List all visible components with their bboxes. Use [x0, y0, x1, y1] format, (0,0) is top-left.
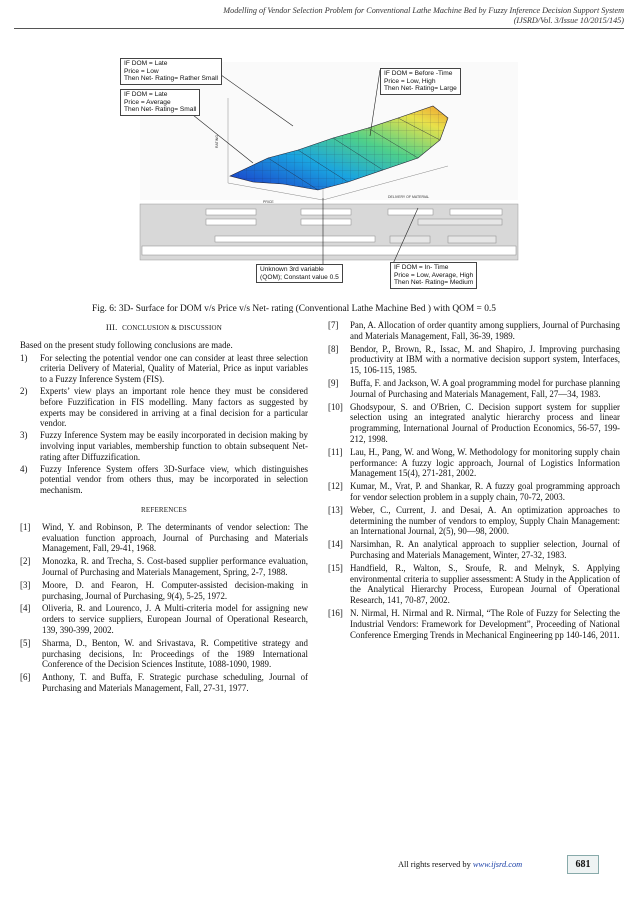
reference-entry-number: [4] [20, 603, 31, 614]
header-title: Modelling of Vendor Selection Problem for Conventional Lathe Machine Bed by Fuzzy Inference Decision Support System [223, 6, 624, 15]
conclusion-item [20, 386, 308, 429]
callout-line: Then Net- Rating= Rather Small [124, 75, 219, 83]
section-title: CONCLUSION & DISCUSSION [122, 324, 223, 332]
reference-entry [328, 505, 620, 537]
footer-text: All rights reserved by [398, 860, 473, 869]
conclusion-item-number: 1) [20, 352, 28, 363]
reference-entry [20, 672, 308, 694]
reference-entry-text: Wind, Y. and Robinson, P. The determinants of vendor selection: The evaluation function approach, Journal of Purchasing and Materials Management, Fall, 29-41, 1968. [42, 521, 308, 554]
callout-line: IF DOM = Late [124, 91, 168, 98]
footer-copyright [398, 860, 522, 869]
conclusion-item-text: Fuzzy Inference System offers 3D-Surface view, which distinguishes potential vendor from others thus, may be incorporated in selection mechanism. [40, 463, 308, 496]
reference-entry-text: Buffa, F. and Jackson, W. A goal programming model for purchase planning Journal of Purchasing and Materials Management, Fall, 27—34, 1983. [350, 377, 621, 399]
conclusion-list [20, 353, 308, 496]
header-volume: (IJSRD/Vol. 3/Issue 10/2015/145) [513, 16, 624, 25]
right-column [328, 320, 620, 642]
reference-entry-number: [7] [328, 320, 339, 330]
reference-entry-text: Handfield, R., Walton, S., Sroufe, R. and Melnyk, S. Applying environmental criteria to supplier assessment: A Study in the Application of the Analytical Hierarchy Process, European Journal of Operational Research, 141, 70-87, 2002. [350, 562, 620, 606]
section-number: III. [105, 322, 118, 332]
callout-line: IF DOM = Late [124, 60, 168, 67]
callout-line: Price = Low, High [384, 77, 436, 85]
callout-unknown-variable [256, 264, 343, 283]
callout-line: Unknown 3rd variable [260, 266, 324, 273]
callout-line: Price = Low, Average, High [394, 271, 474, 279]
reference-entry [328, 344, 620, 376]
reference-entry-text: Ghodsypour, S. and O'Brien, C. Decision support system for supplier selection using an integrated analytic hierarchy process and linear programming, International Journal of Production Economics, 56-57, 199-212, 1998. [350, 401, 620, 444]
callout-late-low [120, 58, 222, 85]
conclusion-item-number: 2) [20, 385, 28, 396]
reference-entry [328, 320, 620, 342]
reference-entry [328, 378, 620, 400]
callout-line: Then Net- Rating= Medium [394, 279, 474, 287]
callout-line: IF DOM = Before -Time [384, 70, 453, 77]
reference-entry-number: [1] [20, 521, 31, 532]
reference-entry-number: [14] [328, 539, 343, 550]
reference-entry-text: Sharma, D., Benton, W. and Srivastava, R. Competitive strategy and purchasing decisions, In: Proceedings of the 1989 International Conference of the Decision Sciences Institute, 1088-1090, 1989. [42, 637, 308, 670]
svg-text:PRICE: PRICE [263, 200, 274, 204]
callout-before-time [380, 68, 461, 95]
conclusion-item [20, 464, 308, 496]
conclusion-item-number: 3) [20, 430, 28, 441]
reference-entry-number: [12] [328, 481, 343, 492]
reference-entry-number: [3] [20, 579, 31, 590]
svg-text:DELIVERY OF MATERIAL: DELIVERY OF MATERIAL [388, 195, 430, 199]
reference-entry [328, 608, 620, 640]
reference-entry-number: [15] [328, 562, 343, 573]
svg-text:RATING: RATING [215, 135, 219, 148]
callout-line: (QOM); Constant value 0.5 [260, 273, 339, 281]
reference-entry-text: Lau, H., Pang, W. and Wong, W. Methodology for monitoring supply chain performance: A fuzzy logic approach, Journal of Logistics Information Management 15(4), 271-281, 2002. [350, 446, 620, 479]
callout-line: IF DOM = In- Time [394, 264, 449, 271]
reference-entry [20, 580, 308, 602]
conclusion-item [20, 353, 308, 385]
running-header [223, 6, 624, 26]
reference-entry-text: N. Nirmal, H. Nirmal and R. Nirmal, “The Role of Fuzzy for Selecting the Industrial Vendors: Framework for Development”, Proceeding of National Conference Emerging Trends in Mechanical Engineering pp 140-146, 2011. [350, 607, 620, 640]
header-rule [14, 28, 624, 29]
figure-surface-view [118, 58, 522, 296]
reference-list-left [20, 522, 308, 694]
conclusion-item-text: Experts’ view plays an important role hence they must be considered before Fuzzification in FIS modelling. Many factors as suggested by experts may be considered in arriving at a final decision for a particular vendor. [40, 385, 308, 429]
callout-line: Price = Low [124, 67, 159, 75]
conclusion-item-text: For selecting the potential vendor one can consider at least three selection criteria Delivery of Material, Quality of Material, Price as input variables to a Fuzzy Inference System (FIS). [40, 352, 308, 385]
left-column [20, 320, 308, 696]
figure-caption: Fig. 6: 3D- Surface for DOM v/s Price v/s Net- rating (Conventional Lathe Machine Bed ) with QOM = 0.5 [92, 304, 496, 314]
callout-line: Then Net- Rating= Small [124, 106, 197, 114]
reference-entry-text: Moore, D. and Fearon, H. Computer-assisted decision-making in purchasing, Journal of Purchasing, 9(4), 5-25, 1972. [42, 579, 308, 601]
footer-site-link[interactable]: www.ijsrd.com [472, 860, 523, 869]
reference-entry [20, 638, 308, 670]
reference-entry-number: [2] [20, 556, 31, 567]
reference-entry-text: Bendor, P., Brown, R., Issac, M. and Shapiro, J. Improving purchasing productivity at IBM with a normative decision support system, Interfaces, 15, 106-115, 1985. [350, 343, 620, 376]
section-heading [20, 322, 308, 334]
reference-entry-number: [8] [328, 343, 339, 354]
references-title: REFERENCES [141, 505, 187, 514]
reference-entry-text: Anthony, T. and Buffa, F. Strategic purchase scheduling, Journal of Purchasing and Materials Management, Fall, 27-31, 1977. [42, 672, 308, 693]
callout-line: Then Net- Rating= Large [384, 85, 457, 93]
conclusion-item-text: Fuzzy Inference System may be easily incorporated in decision making by involving input variables, membership function to obtain subsequent Net-rating after Diffuzzification. [40, 430, 308, 462]
reference-entry-text: Oliveria, R. and Lourenco, J. A Multi-criteria model for assigning new orders to service suppliers, European Journal of Operational Research, 139, 390-399, 2002. [42, 603, 308, 635]
conclusion-item-number: 4) [20, 463, 28, 474]
page-number: 681 [567, 855, 599, 874]
reference-entry-text: Pan, A. Allocation of order quantity among suppliers, Journal of Purchasing and Materials Management, Fall, 36-39, 1989. [350, 320, 620, 341]
reference-entry [328, 481, 620, 503]
reference-entry-text: Narsimhan, R. An analytical approach to supplier selection, Journal of Purchasing and Materials Management, Winter, 27-32, 1983. [350, 539, 620, 560]
reference-entry-text: Weber, C., Current, J. and Desai, A. An optimization approaches to determining the number of vendors to employ, Supply Chain Management: an International Journal, 2(5), 90—98, 2000. [350, 504, 620, 537]
conclusion-intro: Based on the present study following conclusions are made. [20, 339, 233, 350]
reference-entry [328, 447, 620, 479]
reference-entry-number: [6] [20, 672, 31, 683]
callout-line: Price = Average [124, 98, 171, 106]
reference-entry-number: [11] [328, 446, 343, 457]
reference-entry-number: [16] [328, 607, 343, 618]
reference-entry-number: [10] [328, 401, 343, 412]
reference-entry [20, 522, 308, 554]
reference-entry [20, 556, 308, 578]
reference-entry-number: [9] [328, 377, 339, 388]
references-heading [20, 504, 308, 516]
reference-entry-number: [13] [328, 504, 343, 515]
reference-entry [328, 563, 620, 606]
conclusion-item [20, 430, 308, 462]
callout-late-average [120, 89, 200, 116]
callout-in-time [390, 262, 477, 289]
reference-entry-text: Kumar, M., Vrat, P. and Shankar, R. A fuzzy goal programming approach for vendor selection problem in a supply chain, 70-72, 2003. [350, 481, 620, 502]
reference-entry-number: [5] [20, 637, 31, 648]
reference-entry-text: Monozka, R. and Trecha, S. Cost-based supplier performance evaluation, Journal of Purchasing and Materials Management, Spring, 2-7, 1988. [42, 556, 308, 577]
reference-entry [328, 402, 620, 445]
reference-entry [328, 539, 620, 561]
reference-entry [20, 603, 308, 635]
reference-list-right [328, 320, 620, 640]
